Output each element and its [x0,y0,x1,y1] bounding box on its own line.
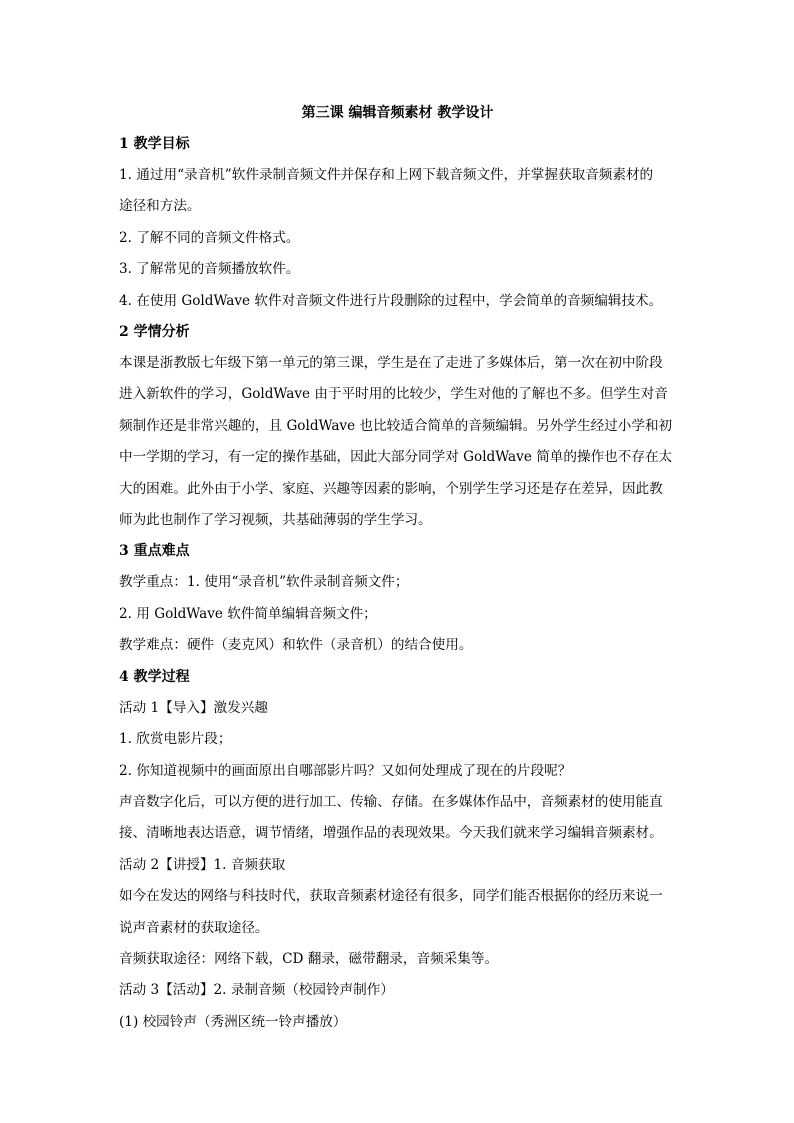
analysis-line: 进入新软件的学习，GoldWave 由于平时用的比较少，学生对他的了解也不多。但学生对音 [119,386,668,403]
objective-1-line-1: 1. 通过用“录音机”软件录制音频文件并保存和上网下载音频文件，并掌握获取音频素材的 [119,167,654,183]
activity-1-title: 活动 1【导入】激发兴趣 [119,699,268,716]
objective-1-line-2: 途径和方法。 [119,198,201,215]
section-heading-analysis: 2 学情分析 [119,324,190,341]
difficulty: 教学难点：硬件（麦克风）和软件（录音机）的结合使用。 [119,637,473,654]
analysis-line: 本课是浙教版七年级下第一单元的第三课，学生是在了走进了多媒体后，第一次在初中阶段 [119,355,663,372]
activity-1-step-2: 2. 你知道视频中的画面原出自哪部影片吗？又如何处理成了现在的片段呢？ [119,762,572,779]
document-page [119,97,676,1038]
activity-1-text-line-1: 声音数字化后，可以方便的进行加工、传输、存储。在多媒体作品中，音频素材的使用能直 [119,793,663,810]
activity-1-text-line-2: 接、清晰地表达语意，调节情绪，增强作品的表现效果。今天我们就来学习编辑音频素材。 [119,825,663,842]
objective-2: 2. 了解不同的音频文件格式。 [119,229,300,246]
activity-2-title: 活动 2【讲授】1. 音频获取 [119,856,286,873]
document-title: 第三课 编辑音频素材 教学设计 [301,105,494,121]
audio-acquisition-ways: 音频获取途径：网络下载，CD 翻录，磁带翻录，音频采集等。 [119,950,499,967]
objective-3: 3. 了解常见的音频播放软件。 [119,261,300,278]
activity-2-text-line-1: 如今在发达的网络与科技时代，获取音频素材途径有很多，同学们能否根据你的经历来说一 [119,888,663,905]
activity-2-text-line-2: 说声音素材的获取途径。 [119,919,269,936]
analysis-line: 中一学期的学习，有一定的操作基础，因此大部分同学对 GoldWave 简单的操作也不存在太 [119,449,673,466]
analysis-line: 师为此也制作了学习视频，共基础薄弱的学生学习。 [119,512,432,529]
section-heading-key-points: 3 重点难点 [119,543,190,560]
objective-4: 4. 在使用 GoldWave 软件对音频文件进行片段删除的过程中，学会简单的音频编辑技术。 [119,292,663,309]
activity-3-step-1: (1) 校园铃声（秀洲区统一铃声播放） [119,1013,347,1030]
key-point-1: 教学重点：1. 使用“录音机”软件录制音频文件； [119,574,409,591]
section-heading-objectives: 1 教学目标 [119,136,190,152]
section-heading-process: 4 教学过程 [119,668,190,685]
activity-1-step-1: 1. 欣赏电影片段； [119,731,232,748]
analysis-line: 大的困难。此外由于小学、家庭、兴趣等因素的影响，个别学生学习还是存在差异，因此教 [119,480,663,497]
analysis-line: 频制作还是非常兴趣的，且 GoldWave 也比较适合简单的音频编辑。另外学生经过小学和初 [119,417,673,434]
key-point-2: 2. 用 GoldWave 软件简单编辑音频文件； [119,605,377,622]
activity-3-title: 活动 3【活动】2. 录制音频（校园铃声制作） [119,982,394,999]
